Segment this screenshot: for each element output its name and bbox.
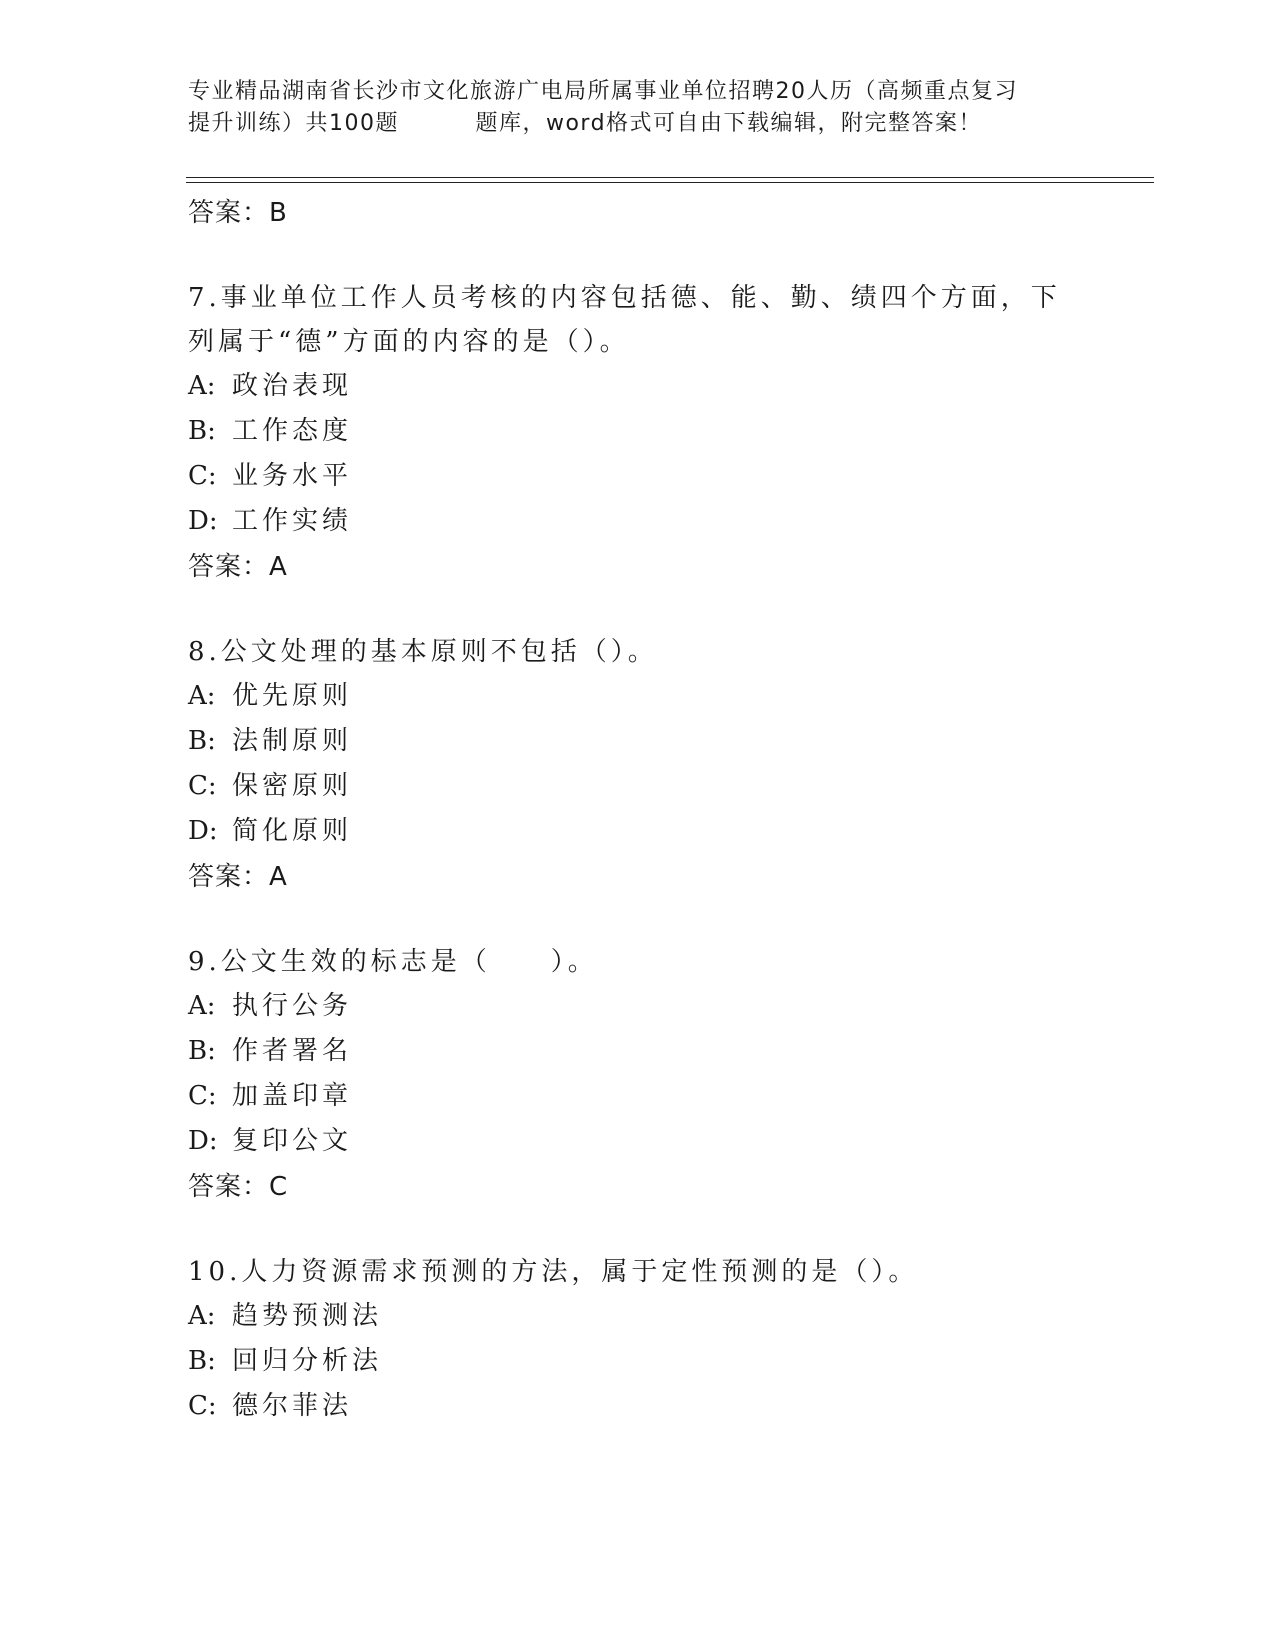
option-text: 执行公务 bbox=[232, 991, 353, 1021]
page-header bbox=[188, 76, 1088, 140]
answer-line: 答案：B bbox=[188, 198, 288, 228]
option-c bbox=[188, 1074, 1148, 1119]
answer-line: 答案：A bbox=[188, 862, 288, 892]
option-text: 保密原则 bbox=[232, 771, 353, 801]
option-key: D: bbox=[188, 506, 218, 536]
option-key: A: bbox=[188, 991, 216, 1021]
option-b bbox=[188, 1339, 1148, 1384]
option-text: 法制原则 bbox=[232, 726, 353, 756]
option-key: A: bbox=[188, 681, 216, 711]
option-a bbox=[188, 364, 1148, 409]
option-b bbox=[188, 1029, 1148, 1074]
option-key: A: bbox=[188, 1301, 216, 1331]
question-stem: 8.公文处理的基本原则不包括（）。 bbox=[188, 637, 658, 667]
option-b bbox=[188, 719, 1148, 764]
header-line-2 bbox=[188, 108, 1088, 140]
option-text: 趋势预测法 bbox=[232, 1301, 383, 1331]
question-list bbox=[188, 190, 1148, 1429]
option-key: D: bbox=[188, 816, 218, 846]
option-key: C: bbox=[188, 771, 217, 801]
option-text: 优先原则 bbox=[232, 681, 353, 711]
header-line-2-part-1: 提升训练）共100题 bbox=[188, 111, 399, 136]
question-stem: 7.事业单位工作人员考核的内容包括德、能、勤、绩四个方面，下列属于“德”方面的内容的是（）。 bbox=[188, 283, 1061, 357]
option-d bbox=[188, 499, 1148, 544]
option-key: C: bbox=[188, 461, 217, 491]
option-c bbox=[188, 1384, 1148, 1429]
option-key: B: bbox=[188, 416, 216, 446]
option-c bbox=[188, 764, 1148, 809]
answer-line: 答案：C bbox=[188, 1172, 289, 1202]
question-stem: 9.公文生效的标志是（ ）。 bbox=[188, 947, 598, 977]
header-line-1: 专业精品湖南省长沙市文化旅游广电局所属事业单位招聘20人历（高频重点复习 bbox=[188, 79, 1018, 104]
question-item bbox=[188, 276, 1148, 590]
option-key: B: bbox=[188, 726, 216, 756]
question-item bbox=[188, 1250, 1148, 1429]
option-text: 简化原则 bbox=[232, 816, 353, 846]
option-text: 加盖印章 bbox=[232, 1081, 353, 1111]
option-text: 作者署名 bbox=[232, 1036, 353, 1066]
option-a bbox=[188, 984, 1148, 1029]
option-text: 政治表现 bbox=[232, 371, 353, 401]
question-item bbox=[188, 630, 1148, 900]
option-a bbox=[188, 674, 1148, 719]
option-key: D: bbox=[188, 1126, 218, 1156]
option-text: 德尔菲法 bbox=[232, 1391, 353, 1421]
option-key: A: bbox=[188, 371, 216, 401]
question-stem: 10.人力资源需求预测的方法，属于定性预测的是（）。 bbox=[188, 1257, 919, 1287]
option-key: B: bbox=[188, 1346, 216, 1376]
option-text: 工作态度 bbox=[232, 416, 353, 446]
option-text: 回归分析法 bbox=[232, 1346, 383, 1376]
option-key: C: bbox=[188, 1391, 217, 1421]
question-item bbox=[188, 940, 1148, 1210]
header-rule-bottom bbox=[186, 182, 1154, 183]
option-d bbox=[188, 1119, 1148, 1164]
option-key: C: bbox=[188, 1081, 217, 1111]
header-rule-top bbox=[186, 177, 1154, 178]
header-line-2-part-2: 题库，word格式可自由下载编辑，附完整答案！ bbox=[475, 111, 983, 136]
option-text: 业务水平 bbox=[232, 461, 353, 491]
option-d bbox=[188, 809, 1148, 854]
option-text: 工作实绩 bbox=[232, 506, 353, 536]
answer-line: 答案：A bbox=[188, 552, 288, 582]
option-key: B: bbox=[188, 1036, 216, 1066]
option-b bbox=[188, 409, 1148, 454]
option-text: 复印公文 bbox=[232, 1126, 353, 1156]
option-c bbox=[188, 454, 1148, 499]
option-a bbox=[188, 1294, 1148, 1339]
